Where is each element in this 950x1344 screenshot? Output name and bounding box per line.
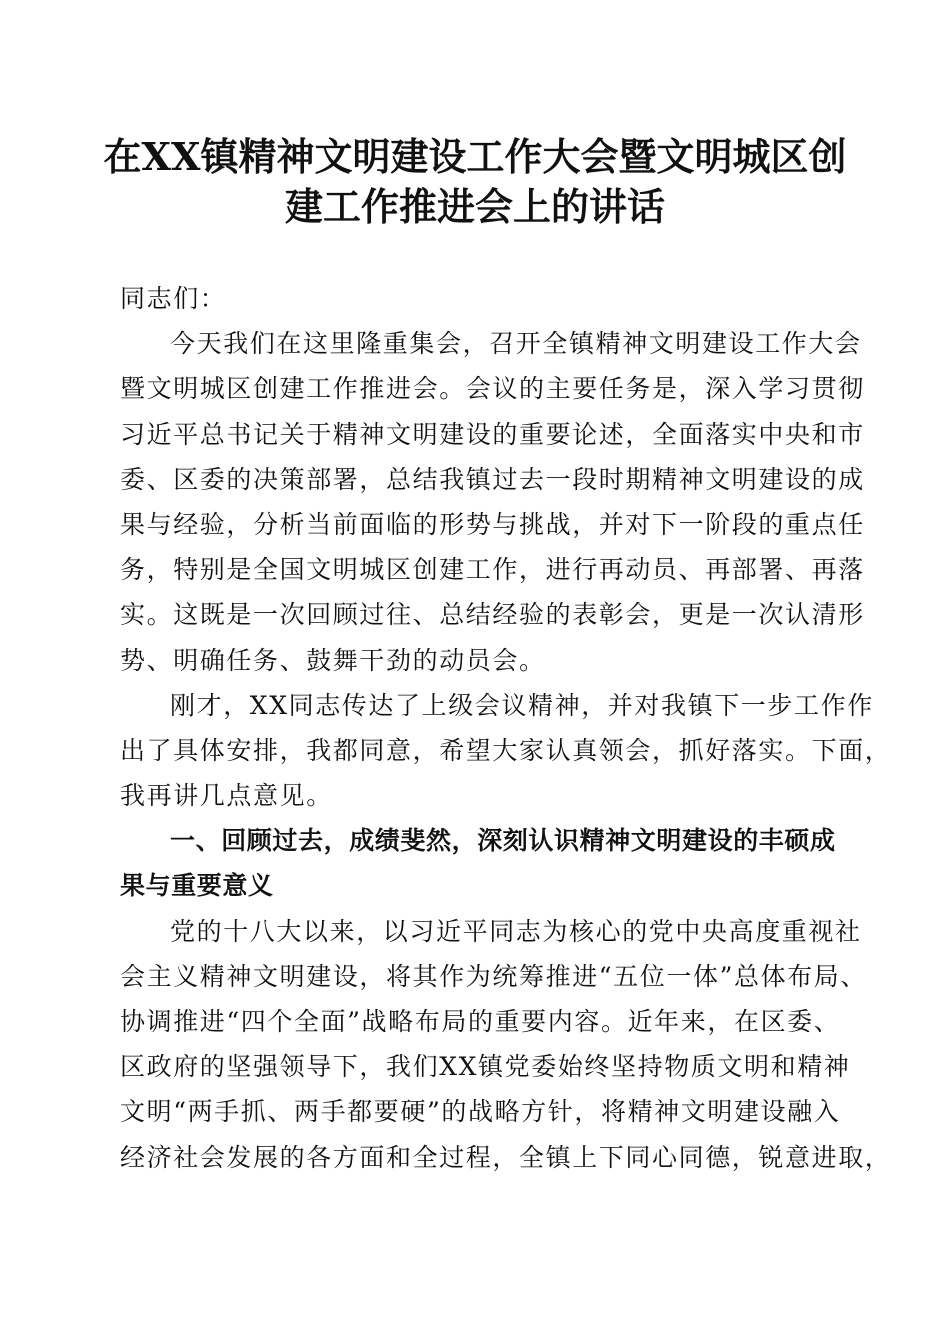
paragraph-achievements	[120, 909, 892, 1180]
paragraph-line: 会主义精神文明建设，将其作为统筹推进“五位一体”总体布局、	[120, 961, 867, 991]
paragraph-line: 习近平总书记关于精神文明建设的重要论述，全面落实中央和市	[120, 419, 865, 449]
section-heading-line-1: 一、回顾过去，成绩斐然，深刻认识精神文明建设的丰硕成	[170, 826, 836, 856]
paragraph-line: 刚才，XX同志传达了上级会议精神，并对我镇下一步工作作	[170, 690, 874, 720]
paragraph-arrangement	[120, 683, 892, 819]
paragraph-line: 协调推进“四个全面”战略布局的重要内容。近年来，在区委、	[120, 1007, 841, 1036]
paragraph-line: 果与经验，分析当前面临的形势与挑战，并对下一阶段的重点任	[120, 509, 865, 539]
paragraph-opening	[120, 321, 865, 683]
paragraph-line: 我再讲几点意见。	[120, 781, 333, 811]
paragraph-line: 经济社会发展的各方面和全过程，全镇上下同心同德，锐意进取，	[120, 1142, 892, 1172]
paragraph-line: 务，特别是全国文明城区创建工作，进行再动员、再部署、再落	[120, 555, 865, 585]
paragraph-line: 出了具体安排，我都同意，希望大家认真领会，抓好落实。下面，	[120, 735, 892, 765]
paragraph-line: 文明“两手抓、两手都要硬”的战略方针，将精神文明建设融入	[120, 1097, 841, 1127]
section-heading-line-2: 果与重要意义	[120, 871, 274, 901]
salutation: 同志们：	[120, 284, 227, 313]
paragraph-line: 势、明确任务、鼓舞干劲的动员会。	[120, 645, 546, 675]
paragraph-line: 今天我们在这里隆重集会，召开全镇精神文明建设工作大会	[170, 329, 862, 359]
paragraph-line: 委、区委的决策部署，总结我镇过去一段时期精神文明建设的成	[120, 464, 865, 494]
paragraph-line: 暨文明城区创建工作推进会。会议的主要任务是，深入学习贯彻	[120, 374, 865, 404]
paragraph-line: 党的十八大以来，以习近平同志为核心的党中央高度重视社	[170, 916, 862, 946]
title-line-1: 在XX镇精神文明建设工作大会暨文明城区创	[103, 134, 847, 179]
document-body	[120, 276, 892, 1180]
paragraph-line: 实。这既是一次回顾过往、总结经验的表彰会，更是一次认清形	[120, 600, 865, 630]
section-heading	[120, 818, 836, 908]
document-title	[100, 132, 850, 232]
paragraph-line: 区政府的坚强领导下，我们XX镇党委始终坚持物质文明和精神	[120, 1052, 851, 1082]
title-line-2: 建工作推进会上的讲话	[284, 184, 665, 229]
